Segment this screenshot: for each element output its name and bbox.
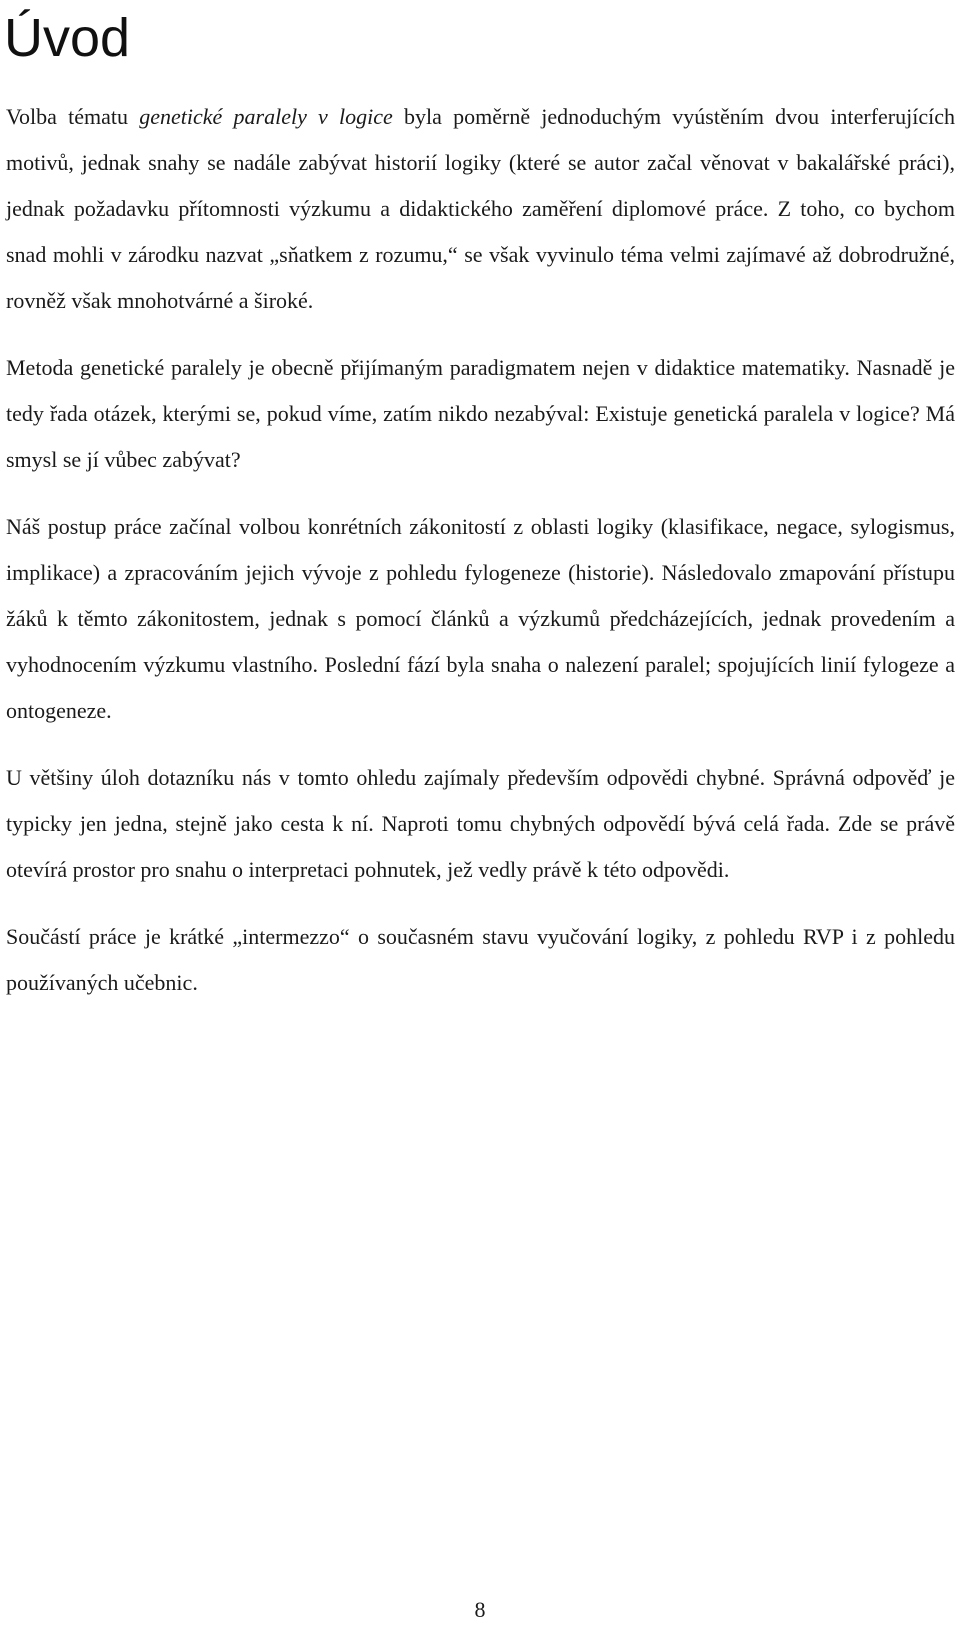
paragraph-method: Metoda genetické paralely je obecně přijímaným paradigmatem nejen v didaktice matematiky. Nasnadě je tedy řada otázek, kterými se, pokud víme, zatím nikdo nezabýval: Existuje genetická paralela v logice? Má smysl se jí vůbec zabývat?	[6, 355, 955, 472]
paragraph-answers: U většiny úloh dotazníku nás v tomto ohledu zajímaly především odpovědi chybné. Správná odpověď je typicky jen jedna, stejně jako cesta k ní. Naproti tomu chybných odpovědí bývá celá řada. Zde se právě otevírá prostor pro snahu o interpretaci pohnutek, jež vedly právě k této odpovědi.	[6, 765, 955, 882]
paragraph-procedure: Náš postup práce začínal volbou konrétních zákonitostí z oblasti logiky (klasifikace, negace, sylogismus, implikace) a zpracováním jejich vývoje z pohledu fylogeneze (historie). Následovalo zmapování přístupu žáků k těmto zákonitostem, jednak s pomocí článků a výzkumů předcházejících, jednak provedením a vyhodnocením výzkumu vlastního. Poslední fází byla snaha o nalezení paralel; spojujících linií fylogeze a ontogeneze.	[6, 514, 955, 723]
page-title: Úvod	[4, 8, 131, 68]
paragraph-intro	[6, 94, 955, 324]
page-number: 8	[474, 1597, 486, 1622]
paragraph-intro-end: byla poměrně jednoduchým vyústěním dvou interferujících motivů, jednak snahy se nadále zabývat historií logiky (které se autor začal věnovat v bakalářské práci), jednak požadavku přítomnosti výzkumu a didaktického zaměření diplomové práce. Z toho, co bychom snad mohli v zárodku nazvat „sňatkem z rozumu,“ se však vyvinulo téma velmi zajímavé až dobrodružné, rovněž však mnohotvárné a široké.	[6, 104, 955, 313]
paragraph-intermezzo: Součástí práce je krátké „intermezzo“ o současném stavu vyučování logiky, z pohledu RVP i z pohledu používaných učebnic.	[6, 924, 955, 995]
paragraph-intro-start: Volba tématu	[6, 104, 140, 129]
body-text	[6, 94, 955, 1027]
topic-emphasis: genetické paralely v logice	[139, 104, 393, 129]
